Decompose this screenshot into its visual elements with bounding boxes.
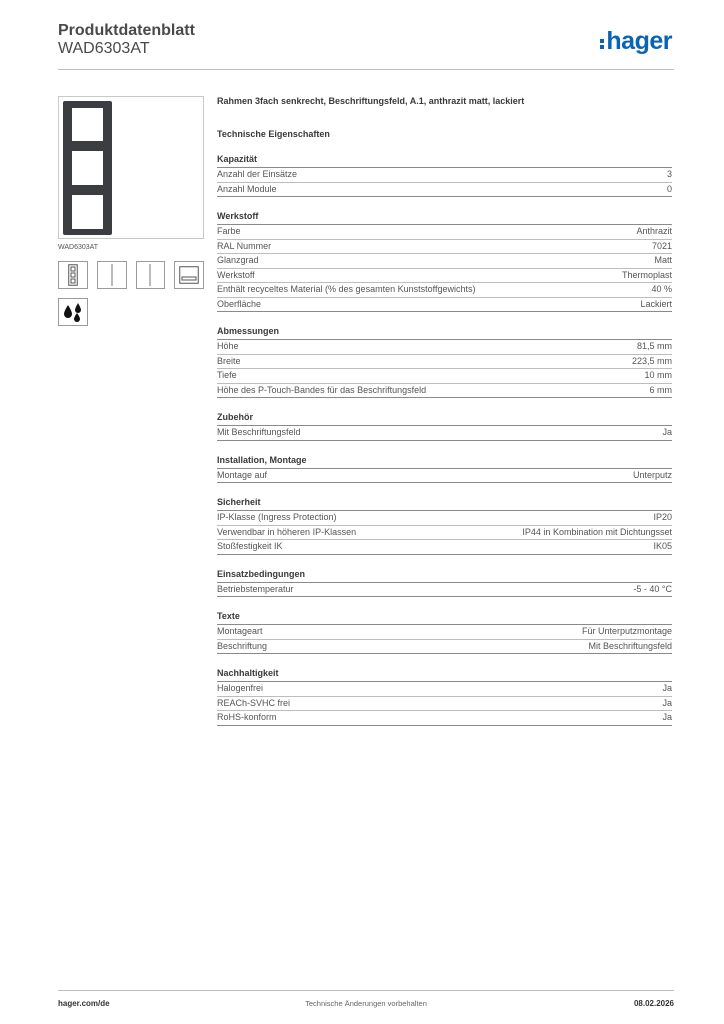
property-label: Tiefe [217,370,237,380]
property-value: Lackiert [640,298,672,309]
water-drops-icon [58,298,88,326]
property-value: 0 [666,183,672,194]
property-label: Breite [217,355,241,366]
property-value: -5 - 40 °C [633,583,672,594]
property-label: Betriebstemperatur [217,583,294,594]
property-section [217,154,672,197]
property-label: Anzahl Module [217,183,277,194]
property-row [217,283,672,298]
property-row [217,225,672,240]
property-value: Matt [654,255,672,265]
property-row [217,426,672,441]
section-title: Abmessungen [217,326,672,340]
property-section [217,455,672,484]
tech-properties-title: Technische Eigenschaften [217,129,330,139]
property-sections [217,154,672,726]
property-row [217,355,672,370]
property-label: Glanzgrad [217,255,259,265]
property-row [217,711,672,726]
section-title: Einsatzbedingungen [217,569,672,583]
property-value: IP44 in Kombination mit Dichtungsset [522,526,672,537]
property-row [217,384,672,399]
property-value: 223,5 mm [631,355,672,366]
property-section [217,211,672,312]
property-row [217,583,672,598]
property-label: Montage auf [217,469,268,480]
property-row [217,640,672,655]
property-label: IP-Klasse (Ingress Protection) [217,512,337,522]
property-label: Mit Beschriftungsfeld [217,427,301,437]
property-value: Thermoplast [621,269,672,280]
frame-3fach-image [63,101,112,235]
section-title: Installation, Montage [217,455,672,469]
property-label: Beschriftung [217,640,268,651]
property-value: Ja [662,712,672,722]
product-description: Rahmen 3fach senkrecht, Beschriftungsfeld, A.1, anthrazit matt, lackiert [217,96,525,106]
hager-logo [600,26,672,56]
property-value: 3 [666,169,672,179]
section-title: Nachhaltigkeit [217,668,672,682]
property-label: REACh-SVHC frei [217,697,291,708]
section-title: Texte [217,611,672,625]
label-field-icon [174,261,204,289]
property-section [217,569,672,598]
article-number: WAD6303AT [58,40,150,57]
property-section [217,412,672,441]
property-value: 81,5 mm [636,341,672,351]
footer-date: 08.02.2026 [633,999,674,1008]
footer-website: hager.com/de [58,999,110,1008]
line-icon [97,261,127,289]
property-label: Montageart [217,626,263,636]
property-row [217,369,672,384]
property-value: 6 mm [649,384,672,395]
property-section [217,611,672,654]
property-label: Oberfläche [217,298,262,309]
property-value: Mit Beschriftungsfeld [588,640,672,651]
property-value: Ja [662,427,672,437]
page-footer [58,990,674,1010]
property-value: Für Unterputzmontage [581,626,672,636]
logo-text: hager [606,27,672,55]
property-section [217,326,672,398]
section-title: Kapazität [217,154,672,168]
section-title: Zubehör [217,412,672,426]
property-row [217,254,672,269]
property-value: Anthrazit [636,226,672,236]
property-value: Ja [662,683,672,693]
product-image [58,96,204,239]
line-icon [136,261,166,289]
property-row [217,240,672,255]
property-label: RoHS-konform [217,712,277,722]
section-title: Sicherheit [217,497,672,511]
document-title: Produktdatenblatt [58,22,195,39]
property-row [217,697,672,712]
logo-dots-icon [600,32,604,50]
property-label: Verwendbar in höheren IP-Klassen [217,526,357,537]
property-value: 10 mm [644,370,672,380]
property-label: Anzahl der Einsätze [217,169,298,179]
property-value: IP20 [653,512,672,522]
property-label: Stoßfestigkeit IK [217,541,283,551]
property-value: Unterputz [632,469,672,480]
property-value: 7021 [651,240,672,251]
property-label: Farbe [217,226,241,236]
property-row [217,168,672,183]
property-row [217,682,672,697]
property-label: Halogenfrei [217,683,264,693]
property-row [217,269,672,284]
property-row [217,511,672,526]
footer-disclaimer: Technische Änderungen vorbehalten [305,999,427,1008]
product-details [217,96,672,726]
property-row [217,298,672,313]
page-header [58,22,674,70]
property-label: Enthält recyceltes Material (% des gesamten Kunststoffgewichts) [217,284,476,294]
vertical-frame-icon [58,261,88,289]
property-row [217,183,672,198]
product-image-caption: WAD6303AT [58,244,99,251]
property-section [217,668,672,726]
property-section [217,497,672,555]
property-value: Ja [662,697,672,708]
property-value: 40 % [651,284,672,294]
property-label: Werkstoff [217,269,255,280]
feature-icons [58,261,204,289]
property-label: RAL Nummer [217,240,272,251]
product-panel [58,96,204,326]
property-row [217,625,672,640]
property-value: IK05 [653,541,672,551]
section-title: Werkstoff [217,211,672,225]
property-row [217,469,672,484]
property-row [217,340,672,355]
property-row [217,540,672,555]
property-label: Höhe [217,341,239,351]
property-label: Höhe des P-Touch-Bandes für das Beschriftungsfeld [217,384,427,395]
property-row [217,526,672,541]
